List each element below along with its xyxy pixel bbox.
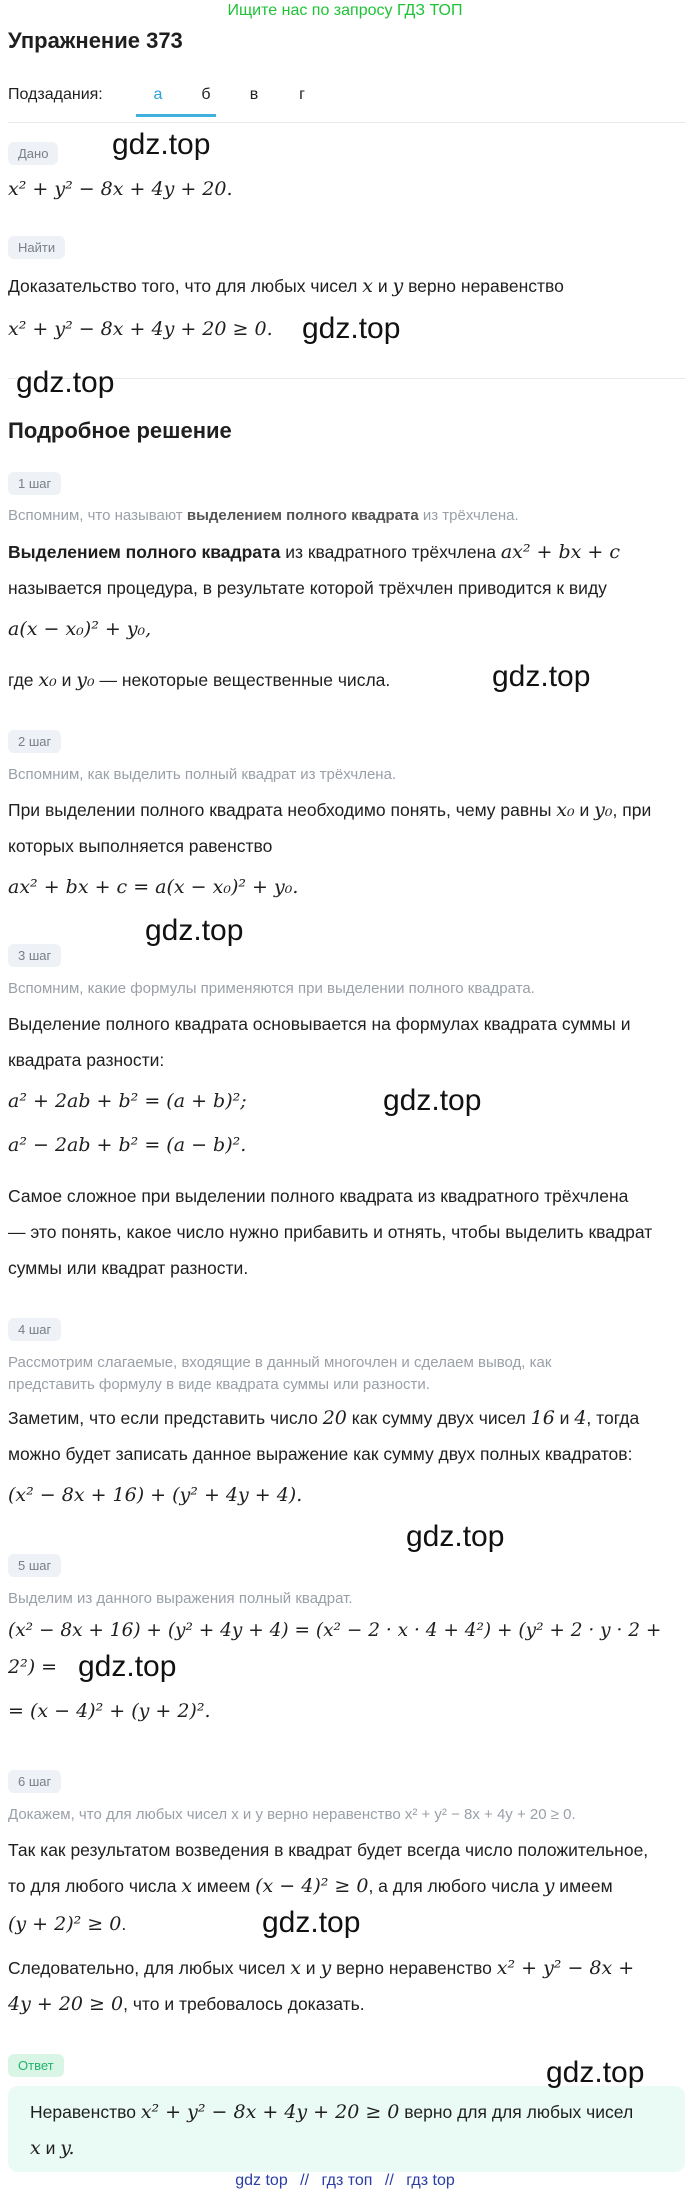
given-expression: x² + y² − 8x + 4y + 20. xyxy=(8,178,233,200)
step-2-hint: Вспомним, как выделить полный квадрат из трёхчлена. xyxy=(8,766,397,783)
solution-title: Подробное решение xyxy=(8,418,232,443)
step-1-hint: Вспомним, что называют выделением полного квадрата из трёхчлена. xyxy=(8,507,519,524)
step-3-formula-sum: a² + 2ab + b² = (a + b)²; xyxy=(8,1090,247,1112)
tab-v[interactable]: в xyxy=(249,86,259,103)
tab-b[interactable]: б xyxy=(201,86,211,103)
watermark: gdz.top xyxy=(383,1084,482,1117)
tab-a[interactable]: а xyxy=(153,86,163,103)
watermark: gdz.top xyxy=(112,128,211,161)
answer-text: Неравенство x² + y² − 8x + 4y + 20 ≥ 0 верно для для любых чисел xyxy=(30,2101,634,2123)
step-3-formula-diff: a² − 2ab + b² = (a − b)². xyxy=(8,1134,247,1156)
step-4-formula: (x² − 8x + 16) + (y² + 4y + 4). xyxy=(8,1484,303,1506)
given-badge: Дано xyxy=(8,142,58,165)
step-3-hint: Вспомним, какие формулы применяются при выделении полного квадрата. xyxy=(8,980,535,997)
subtasks-label: Подзадания: xyxy=(8,86,103,103)
step-2-text: При выделении полного квадрата необходимо понять, чему равны x₀ и y₀, при xyxy=(8,799,652,821)
step-6-text-5: 4y + 20 ≥ 0, что и требовалось доказать. xyxy=(8,1993,365,2015)
step-3-text-4: — это понять, какое число нужно прибавить и отнять, чтобы выделить квадрат xyxy=(8,1222,653,1242)
tab-g[interactable]: г xyxy=(299,86,305,103)
footer-link-gdz-top[interactable]: gdz top xyxy=(235,2172,288,2189)
find-inequality: x² + y² − 8x + 4y + 20 ≥ 0. xyxy=(8,318,273,340)
find-text: Доказательство того, что для любых чисел x и y верно неравенство xyxy=(8,275,564,297)
step-4-badge: 4 шаг xyxy=(8,1318,61,1341)
step-6-badge: 6 шаг xyxy=(8,1770,61,1793)
step-2-formula: ax² + bx + c = a(x − x₀)² + y₀. xyxy=(8,876,299,898)
step-3-text-2: квадрата разности: xyxy=(8,1050,165,1070)
footer-separator: // xyxy=(300,2172,310,2189)
page-title: Упражнение 373 xyxy=(8,28,183,53)
watermark: gdz.top xyxy=(78,1650,177,1683)
step-3-badge: 3 шаг xyxy=(8,944,61,967)
step-6-hint: Докажем, что для любых чисел x и y верно неравенство x² + y² − 8x + 4y + 20 ≥ 0. xyxy=(8,1806,576,1823)
step-4-text-1: Заметим, что если представить число 20 как сумму двух чисел 16 и 4, тогда xyxy=(8,1407,640,1429)
step-5-formula-2: 2²) = xyxy=(8,1656,58,1678)
answer-badge: Ответ xyxy=(8,2054,64,2077)
footer-link-gdz-top-ru[interactable]: гдз топ xyxy=(321,2172,373,2189)
answer-text-cont: x и y. xyxy=(30,2137,75,2159)
step-6-text-2: то для любого числа x имеем (x − 4)² ≥ 0, а для любого числа y имеем xyxy=(8,1875,613,1897)
step-2-badge: 2 шаг xyxy=(8,730,61,753)
search-banner: Ищите нас по запросу ГДЗ ТОП xyxy=(227,2,463,19)
step-5-formula-1: (x² − 8x + 16) + (y² + 4y + 4) = (x² − 2 · x · 4 + 4²) + (y² + 2 · y · 2 + xyxy=(8,1620,662,1641)
step-5-hint: Выделим из данного выражения полный квадрат. xyxy=(8,1590,353,1607)
step-3-text-1: Выделение полного квадрата основывается на формулах квадрата суммы и xyxy=(8,1014,631,1034)
active-tab-underline xyxy=(136,114,216,117)
step-1-badge: 1 шаг xyxy=(8,472,61,495)
step-5-formula-3: = (x − 4)² + (y + 2)². xyxy=(8,1700,211,1722)
watermark: gdz.top xyxy=(302,312,401,345)
footer-link-gdz-top-mixed[interactable]: гдз top xyxy=(406,2172,455,2189)
step-6-text-1: Так как результатом возведения в квадрат будет всегда число положительное, xyxy=(8,1840,649,1860)
find-badge: Найти xyxy=(8,236,65,259)
step-1-form: a(x − x₀)² + y₀, xyxy=(8,618,152,640)
watermark: gdz.top xyxy=(145,914,244,947)
step-4-text-2: можно будет записать данное выражение как сумму двух полных квадратов: xyxy=(8,1444,633,1464)
watermark: gdz.top xyxy=(492,660,591,693)
watermark: gdz.top xyxy=(262,1906,361,1939)
subtasks-bar xyxy=(8,86,408,116)
step-3-text-3: Самое сложное при выделении полного квадрата из квадратного трёхчлена xyxy=(8,1186,629,1206)
step-4-hint-2: представить формулу в виде квадрата суммы или разности. xyxy=(8,1376,430,1393)
step-6-text-3: (y + 2)² ≥ 0. xyxy=(8,1913,127,1935)
watermark: gdz.top xyxy=(546,2056,645,2089)
footer-separator: // xyxy=(384,2172,394,2189)
header-divider xyxy=(8,122,685,123)
watermark: gdz.top xyxy=(406,1520,505,1553)
step-1-definition-cont: называется процедура, в результате которой трёхчлен приводится к виду xyxy=(8,578,607,598)
step-1-definition: Выделением полного квадрата из квадратного трёхчлена ax² + bx + c xyxy=(8,541,621,563)
step-5-badge: 5 шаг xyxy=(8,1554,61,1577)
step-1-note: где x₀ и y₀ — некоторые вещественные числа. xyxy=(8,669,391,691)
footer-links xyxy=(0,2172,690,2190)
watermark: gdz.top xyxy=(16,366,115,399)
step-4-hint-1: Рассмотрим слагаемые, входящие в данный многочлен и сделаем вывод, как xyxy=(8,1354,552,1371)
step-2-text-cont: которых выполняется равенство xyxy=(8,836,273,856)
step-3-text-5: суммы или квадрат разности. xyxy=(8,1258,249,1278)
step-6-text-4: Следовательно, для любых чисел x и y верно неравенство x² + y² − 8x + xyxy=(8,1957,635,1979)
